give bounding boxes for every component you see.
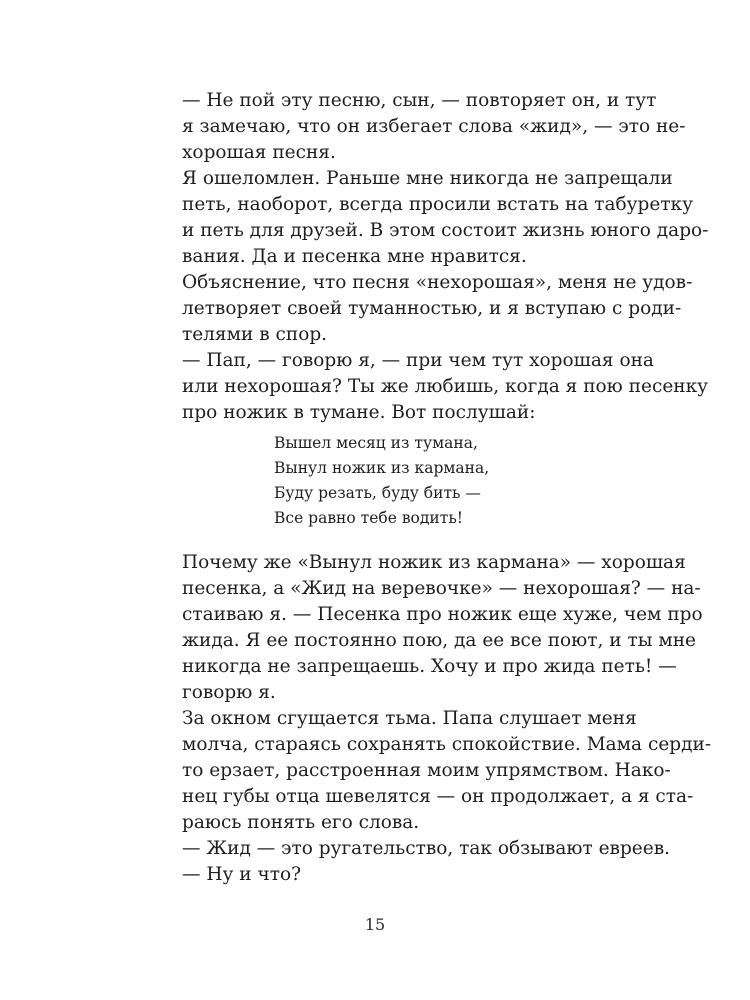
- text-line: Объяснение, что песня «нехорошая», меня не удов-: [182, 272, 693, 293]
- text-line: говорю я.: [182, 682, 276, 703]
- page-number: 15: [364, 915, 386, 934]
- text-line: телями в спор.: [182, 324, 328, 345]
- text-line: песенка, а «Жид на веревочке» — нехорошая? — на-: [182, 578, 701, 599]
- text-line: вания. Да и песенка мне нравится.: [182, 246, 527, 267]
- text-line: — Пап, — говорю я, — при чем тут хорошая она: [182, 350, 654, 371]
- text-line: летворяет своей туманностью, и я вступаю с роди-: [182, 298, 682, 319]
- text-line: никогда не запрещаешь. Хочу и про жида петь! —: [182, 656, 677, 677]
- verse-line: Все равно тебе водить!: [274, 509, 464, 527]
- text-line: петь, наоборот, всегда просили встать на табуретку: [182, 194, 694, 215]
- text-line: жида. Я ее постоянно пою, да ее все поют, и ты мне: [182, 630, 696, 651]
- verse-line: Буду резать, буду бить —: [274, 484, 481, 502]
- text-line: раюсь понять его слова.: [182, 812, 420, 833]
- text-line: молча, стараясь сохранять спокойствие. Мама серди-: [182, 734, 712, 755]
- text-line: — Не пой эту песню, сын, — повторяет он, и тут: [182, 90, 657, 111]
- text-line: Я ошеломлен. Раньше мне никогда не запрещали: [182, 168, 673, 189]
- text-line: Почему же «Вынул ножик из кармана» — хорошая: [182, 552, 686, 573]
- text-line: нец губы отца шевелятся — он продолжает, а я ста-: [182, 786, 694, 807]
- verse-line: Вышел месяц из тумана,: [274, 434, 478, 452]
- verse-line: Вынул ножик из кармана,: [274, 459, 490, 477]
- text-line: стаиваю я. — Песенка про ножик еще хуже, чем про: [182, 604, 703, 625]
- text-line: — Жид — это ругательство, так обзывают евреев.: [182, 838, 670, 859]
- text-line: я замечаю, что он избегает слова «жид», — это не-: [182, 116, 686, 137]
- text-line: про ножик в тумане. Вот послушай:: [182, 402, 536, 423]
- text-line: или нехорошая? Ты же любишь, когда я пою песенку: [182, 376, 709, 397]
- text-line: хорошая песня.: [182, 142, 336, 163]
- text-line: то ерзает, расстроенная моим упрямством. Нако-: [182, 760, 671, 781]
- text-line: За окном сгущается тьма. Папа слушает меня: [182, 708, 637, 729]
- text-line: и петь для друзей. В этом состоит жизнь юного даро-: [182, 220, 709, 241]
- text-line: — Ну и что?: [182, 864, 302, 885]
